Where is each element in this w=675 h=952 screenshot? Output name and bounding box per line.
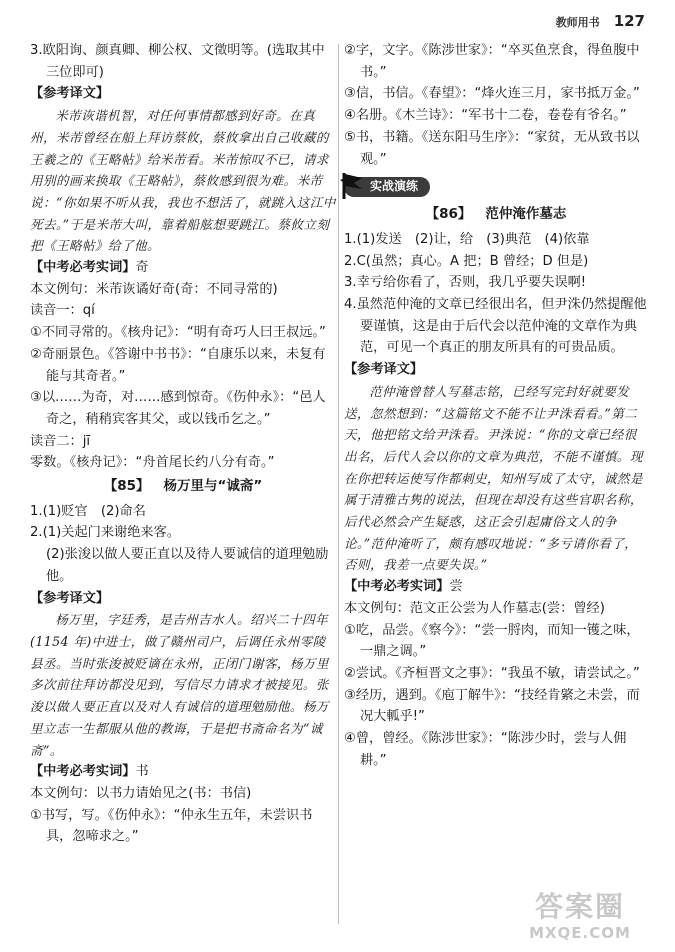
page-header: [556, 8, 645, 30]
translation-paragraph: 米芾诙谐机智，对任何事情都感到好奇。在真州，米芾曾经在船上拜访蔡攸，蔡攸拿出自己收藏的王羲之的《王略帖》给米芾看。米芾惊叹不已，请求用别的画来换取《王略帖》，蔡攸感到很为难。米芾说：“你如果不听从我，我也不想活了，就跳入这江中死去。”于是米芾大叫，靠着船舷想要跳江。蔡攸立刻把《王略帖》给了他。: [30, 108, 336, 254]
key-word: 书: [135, 764, 149, 780]
answer-line: 2.(1)关起门来谢绝来客。: [30, 525, 180, 541]
answer-line: 2.C(虽然；真心。A 把；B 曾经；D 但是): [344, 253, 589, 269]
key-word: 奇: [135, 260, 149, 276]
meaning-line: ④曾，曾经。《陈涉世家》：“陈涉少时，尝与人佣耕。”: [344, 731, 627, 768]
pronunciation: 读音一：qí: [30, 303, 95, 319]
practice-badge-label: 实战演练: [370, 179, 419, 194]
word-heading: [30, 761, 336, 783]
translation-paragraph: 杨万里，字廷秀，是吉州吉水人。绍兴二十四年(1154 年)中进士，做了赣州司户，后调任永州零陵县丞。当时张浚被贬谪在永州，正闭门谢客，杨万里多次前往拜访都没见到，写信尽力请求才被接见。张浚以做人要正直以及对人有诚信的道理勉励他。杨万里立志一生都服从他的教诲，于是把书斋命名为“诚斋”。: [30, 612, 329, 758]
exercise-name: 杨万里与“诚斋”: [163, 478, 263, 495]
meaning-line: ①吃，品尝。《察今》：“尝一脟肉，而知一镬之味，一鼎之调。”: [344, 622, 640, 660]
word-heading: [30, 257, 336, 279]
header-label: 教师用书: [555, 16, 600, 29]
meaning-line: ⑤书，书籍。《送东阳马生序》：“家贫，无从致书以观。”: [344, 129, 640, 167]
exercise-title: [344, 204, 648, 226]
exercise-number: 【85】: [103, 478, 150, 495]
meaning-line: 零数。《核舟记》：“舟首尾长约八分有奇。”: [30, 455, 275, 471]
example-sentence: 本文例句：米芾诙谲好奇(奇：不同寻常的): [30, 281, 278, 297]
meaning-line: ③信，书信。《春望》：“烽火连三月，家书抵万金。”: [344, 86, 640, 102]
section-heading: 【参考译文】: [344, 362, 424, 378]
translation-paragraph: 范仲淹曾替人写墓志铭，已经写完封好就要发送，忽然想到：“这篇铭文不能不让尹洙看看。”第二天，他把铭文给尹洙看。尹洙说：“你的文章已经很出名，后代人会以你的文章为典范，不能不谨慎。现在你把转运使写作都刺史，知州写成了太守，诚然是属于清雅古隽的说法，但现在却没有这些官职名称，后代必然会产生疑惑，这正会引起庸俗文人的争论。”范仲淹听了，颇有感叹地说：“多亏请你看了，否则，我差一点要失误。”: [344, 383, 643, 573]
section-heading: 【中考必考实词】: [30, 764, 136, 780]
answer-line: 1.(1)贬官 (2)命名: [30, 503, 146, 519]
meaning-line: ③经历，遇到。《庖丁解牛》：“技经肯綮之未尝，而况大軱乎!”: [344, 687, 640, 725]
section-heading: 【中考必考实词】: [30, 260, 136, 276]
key-word: 尝: [449, 579, 463, 595]
pronunciation: 读音二：jī: [30, 433, 91, 449]
example-sentence: 本文例句：范文正公尝为人作墓志(尝：曾经): [344, 600, 605, 616]
flag-icon: [338, 171, 366, 201]
word-heading: [344, 576, 648, 598]
meaning-line: ①书写，写。《伤仲永》：“仲永生五年，未尝识书具，忽啼求之。”: [30, 807, 313, 845]
section-heading: 【中考必考实词】: [344, 579, 450, 595]
meaning-line: ②尝试。《齐桓晋文之事》：“我虽不敏，请尝试之。”: [344, 665, 640, 681]
meaning-line: ②字，文字。《陈涉世家》：“卒买鱼烹食，得鱼腹中书。”: [344, 43, 640, 80]
exercise-name: 范仲淹作墓志: [485, 206, 567, 223]
answer-line: 1.(1)发送 (2)让，给 (3)典范 (4)依靠: [344, 231, 590, 247]
page-number: 127: [613, 12, 645, 30]
exercise-title: [30, 476, 336, 498]
example-sentence: 本文例句：以书力请始见之(书：书信): [30, 785, 252, 801]
practice-banner: [344, 172, 648, 202]
answer-line: 3.欧阳询、颜真卿、柳公权、文徵明等。(选取其中三位即可): [30, 43, 325, 80]
watermark-url: MXQE.COM: [529, 924, 631, 942]
meaning-line: ②奇丽景色。《答谢中书书》：“自康乐以来，未复有能与其奇者。”: [30, 346, 326, 384]
answer-line: 3.幸亏给你看了，否则，我几乎要失误啊!: [344, 275, 587, 291]
practice-badge: [344, 177, 430, 197]
answer-line: (2)张浚以做人要正直以及待人要诚信的道理勉励他。: [46, 547, 329, 584]
section-heading: 【参考译文】: [30, 590, 110, 606]
watermark-text: 答案圈: [534, 890, 625, 923]
answer-line: 4.虽然范仲淹的文章已经很出名，但尹洙仍然提醒他要谨慎，这是由于后代会以范仲淹的文章作为典范，可见一个真正的朋友所具有的可贵品质。: [344, 297, 647, 356]
meaning-line: ①不同寻常的。《核舟记》：“明有奇巧人曰王叔远。”: [30, 325, 326, 341]
watermark: [505, 890, 655, 948]
left-column: [30, 40, 336, 848]
right-column: [344, 40, 648, 772]
section-heading: 【参考译文】: [30, 86, 110, 102]
meaning-line: ③以……为奇，对……感到惊奇。《伤仲永》：“邑人奇之，稍稍宾客其父，或以钱币乞之。”: [30, 390, 326, 427]
meaning-line: ④名册。《木兰诗》：“军书十二卷，卷卷有爷名。”: [344, 108, 627, 124]
exercise-number: 【86】: [425, 206, 472, 223]
